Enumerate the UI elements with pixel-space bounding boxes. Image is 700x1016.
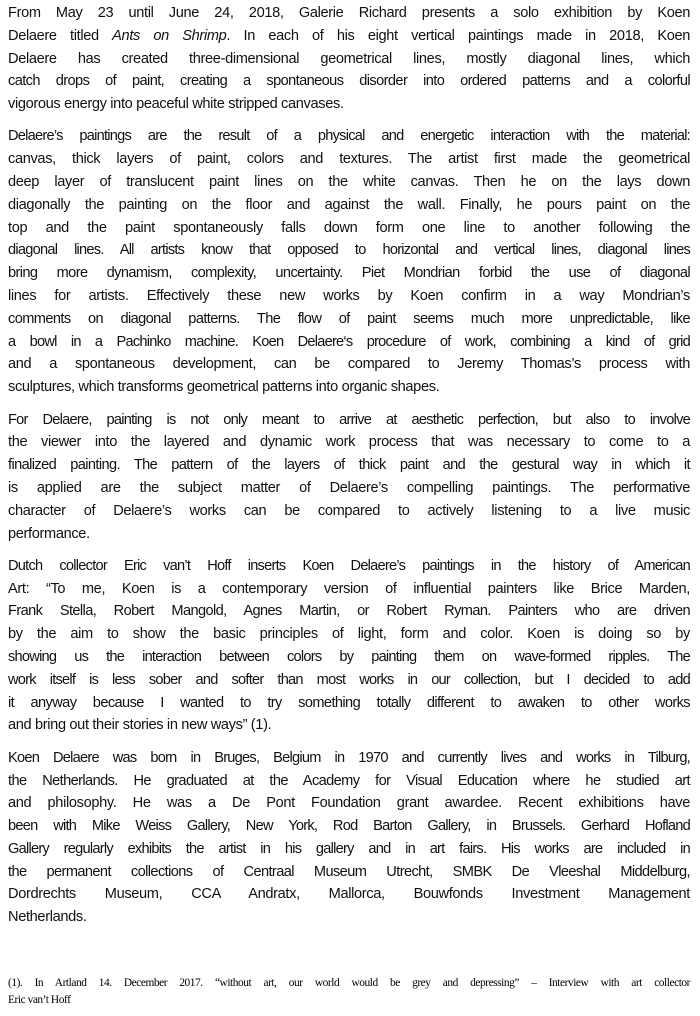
text-line: and philosophy. He was a De Pont Foundation grant awardee. Recent exhibitions have xyxy=(8,795,690,812)
text-line: deep layer of translucent paint lines on the white canvas. Then he on the lays down xyxy=(8,174,690,191)
text-line: diagonal lines. All artists know that opposed to horizontal and vertical lines, diagonal lines xyxy=(8,242,690,259)
text-line: the permanent collections of Centraal Museum Utrecht, SMBK De Vleeshal Middelburg, xyxy=(8,863,690,880)
text-line: a bowl in a Pachinko machine. Koen Delaere‘s procedure of work, combining a kind of grid xyxy=(8,333,690,350)
text-line: sculptures, which transforms geometrical patterns into organic shapes. xyxy=(8,379,440,396)
article-body xyxy=(8,2,690,939)
text-line: Dutch collector Eric van’t Hoff inserts Koen Delaere’s paintings in the history of American xyxy=(8,557,690,574)
paragraph-viewer xyxy=(8,409,690,546)
text-line: performance. xyxy=(8,525,90,542)
text-line: From May 23 until June 24, 2018, Galerie Richard presents a solo exhibition by Koen xyxy=(8,5,690,21)
text-line: Netherlands. xyxy=(8,909,87,926)
text-line: the Netherlands. He graduated at the Academy for Visual Education where he studied art xyxy=(8,772,690,789)
paragraph-biography xyxy=(8,747,690,929)
text-line: work itself is less sober and softer than most works in our collection, but I decided to add xyxy=(8,671,690,688)
text-line: and bring out their stories in new ways” (1). xyxy=(8,717,272,734)
text-line: bring more dynamism, complexity, uncertainty. Piet Mondrian forbid the use of diagonal xyxy=(8,265,690,282)
text-line: top and the paint spontaneously falls down form one line to another following the xyxy=(8,219,690,236)
paragraph-intro xyxy=(8,2,690,116)
text-line: For Delaere, painting is not only meant to arrive at aesthetic perfection, but also to involve xyxy=(8,411,690,428)
text-line: canvas, thick layers of paint, colors and textures. The artist first made the geometrical xyxy=(8,151,690,168)
text-line: Delaere’s paintings are the result of a physical and energetic interaction with the material: xyxy=(8,128,690,145)
text-line: Delaere has created three-dimensional geometrical lines, mostly diagonal lines, which xyxy=(8,50,690,67)
text-line: is applied are the subject matter of Delaere’s compelling paintings. The performative xyxy=(8,479,690,496)
text-line: Art: “To me, Koen is a contemporary version of influential painters like Brice Marden, xyxy=(8,580,690,597)
exhibition-title: Ants on Shrimp xyxy=(112,27,227,44)
text-line-with-title: Delaere titled Ants on Shrimp. In each of his eight vertical paintings made in 2018, Koen xyxy=(8,27,691,44)
text-line: by the aim to show the basic principles of light, form and color. Koen is doing so by xyxy=(8,626,690,643)
paragraph-collector-quote xyxy=(8,555,690,737)
text-line: lines for artists. Effectively these new works by Koen confirm in a way Mondrian’s xyxy=(8,288,690,305)
text-line: Dordrechts Museum, CCA Andratx, Mallorca, Bouwfonds Investment Management xyxy=(8,886,690,903)
text-line: the viewer into the layered and dynamic work process that was necessary to come to a xyxy=(8,434,690,451)
text-line: been with Mike Weiss Gallery, New York, Rod Barton Gallery, in Brussels. Gerhard Hofland xyxy=(8,818,690,835)
paragraph-process xyxy=(8,125,690,399)
text-line: and a spontaneous development, can be compared to Jeremy Thomas’s process with xyxy=(8,356,690,373)
text-line: comments on diagonal patterns. The flow of paint seems much more unpredictable, like xyxy=(8,310,690,327)
text-line: Frank Stella, Robert Mangold, Agnes Martin, or Robert Ryman. Painters who are driven xyxy=(8,603,690,620)
text-line: Gallery regularly exhibits the artist in his gallery and in art fairs. His works are included in xyxy=(8,840,690,857)
footnote-line: Eric van’t Hoff xyxy=(8,994,71,1006)
text-line: Koen Delaere was born in Bruges, Belgium in 1970 and currently lives and works in Tilburg, xyxy=(8,749,690,766)
text-line: vigorous energy into peaceful white stripped canvases. xyxy=(8,96,344,113)
text-line: finalized painting. The pattern of the layers of thick paint and the gestural way in which it xyxy=(8,457,690,474)
footnote-line: (1). In Artland 14. December 2017. “without art, our world would be grey and depressing” – Interview with art collector xyxy=(8,977,690,989)
text-line: catch drops of paint, creating a spontaneous disorder into ordered patterns and a colorful xyxy=(8,73,690,90)
text-line: showing us the interaction between colors by painting them on wave-formed ripples. The xyxy=(8,649,690,666)
text-line: it anyway because I wanted to try something totally different to awaken to other works xyxy=(8,694,690,711)
text-line: character of Delaere’s works can be compared to actively listening to a live music xyxy=(8,502,690,519)
footnote xyxy=(8,975,690,1009)
text-line: diagonally the painting on the floor and against the wall. Finally, he pours paint on the xyxy=(8,196,690,213)
